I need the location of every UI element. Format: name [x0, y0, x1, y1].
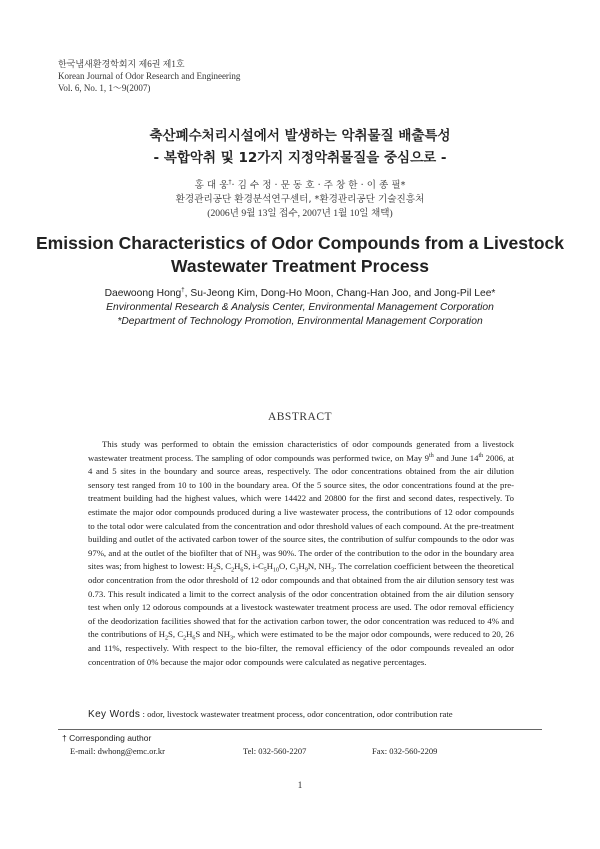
- corresponding-mark-en: †: [181, 287, 185, 294]
- received-dates: (2006년 9월 13일 접수, 2007년 1월 10일 채택): [207, 208, 393, 219]
- subscript: 2: [164, 636, 168, 643]
- subscript: 9: [304, 568, 308, 575]
- korean-title-line2: - 복합악취 및 12가지 지정악취물질을 중심으로 -: [153, 150, 447, 166]
- subscript: 2: [231, 568, 235, 575]
- abstract-text: S, C: [216, 561, 232, 572]
- abstract-text: 2006, at 4 and 5 sites in the boundary and source areas, respectively. The odor concentrations obtained from the air dilution sensory test ranged from 10 to 100 in the boundary area. Of the 5 source sites, the odor concentrations found at the pre-treatment building had the highest values, which were 14422 and 20800 for the first and second dates, respectively. To estimate the major odor compounds produced during a live wastewater process, the contributions of 12 odor compounds to the total odor were calculated from the concentration and odor threshold values of each compound. At the pre-treatment building and outlet of the activated carbon tower of the source sites, the contribution of sulfur compounds to the odor was 97%, and at the outlet of the biofilter that of NH: [88, 452, 514, 558]
- abstract-text: , which were estimated to be the major odor compounds, were reduced to 20, 26 and 11%, respectively. With respect to the bio-filter, the removal efficiency of the odor compounds revealed an odor concentration of 0% because the major odor compounds were calculated as negative percentages.: [88, 629, 514, 667]
- keywords-label: Key Words: [88, 709, 141, 720]
- abstract-text: H: [266, 561, 274, 572]
- subscript: 2: [213, 568, 217, 575]
- subscript: 3: [295, 568, 299, 575]
- corresponding-email: E-mail: dwhong@emc.or.kr: [70, 746, 165, 756]
- abstract-body: [88, 438, 514, 669]
- abstract-text: was 90%. The order of the contribution to the odor in the boundary area sites was; from highest to lowest: H: [88, 547, 514, 572]
- keywords-text: : odor, livestock wastewater treatment process, odor concentration, odor contribution rate: [140, 709, 453, 719]
- abstract-text: H: [186, 629, 193, 640]
- subscript: 3: [331, 568, 335, 575]
- corresponding-author-note: † Corresponding author: [62, 733, 152, 743]
- subscript: 2: [183, 636, 187, 643]
- subscript: 10: [273, 568, 280, 575]
- english-title-line1: Emission Characteristics of Odor Compounds from a Livestock: [35, 233, 565, 253]
- subscript: 3: [230, 636, 234, 643]
- page-number: 1: [297, 780, 303, 790]
- corresponding-fax: Fax: 032-560-2209: [372, 746, 438, 756]
- abstract-text: and June 14: [433, 452, 479, 463]
- subscript: 6: [192, 636, 196, 643]
- journal-name-en: Korean Journal of Odor Research and Engineering: [58, 71, 241, 81]
- abstract-text: . The correlation coefficient between the theoretical odor concentration from the odor threshold of 12 odor compounds and that obtained from the air dilution sensory test was 0.73. This result indicated a limit to the correct analysis of the odor concentration obtained from the air dilution sensory test when only 12 odorous compounds at a livestock wastewater treatment process are used. The odor removal efficiency of the deodorization facilities showed that for the activation carbon tower, the odor concentration was reduced to 4% and the contributions of H: [88, 561, 514, 640]
- korean-title-line1: 축산폐수처리시설에서 발생하는 악취물질 배출특성: [149, 128, 451, 144]
- english-author-first: Daewoong Hong: [104, 288, 182, 299]
- english-authors: [0, 288, 600, 299]
- superscript: th: [429, 452, 434, 459]
- abstract-text: S, i-C: [243, 561, 264, 572]
- korean-affiliation: 환경관리공단 환경분석연구센터, *환경관리공단 기술진흥처: [175, 194, 425, 205]
- superscript: th: [478, 452, 484, 459]
- journal-header: [58, 58, 240, 94]
- korean-authors: [0, 177, 600, 191]
- english-author-rest: , Su-Jeong Kim, Dong-Ho Moon, Chang-Han Joo, and Jong-Pil Lee*: [184, 288, 496, 299]
- abstract-text: S and NH: [195, 629, 231, 640]
- korean-author-rest: · 김 수 정 · 문 동 호 · 주 창 한 · 이 종 필*: [231, 180, 406, 191]
- abstract-text: S, C: [167, 629, 184, 640]
- keywords: [88, 709, 453, 720]
- journal-volume: Vol. 6, No. 1, 1～9(2007): [58, 83, 151, 93]
- abstract-paragraph: [88, 438, 514, 669]
- corresponding-tel: Tel: 032-560-2207: [243, 746, 307, 756]
- footnote-divider: [58, 729, 542, 730]
- english-affiliation-2: *Department of Technology Promotion, Environmental Management Corporation: [117, 316, 483, 327]
- abstract-text: This study was performed to obtain the emission characteristics of odor compounds generated from a livestock wastewater treatment process. The sampling of odor compounds was performed twice, on May 9: [88, 439, 514, 463]
- abstract-text: H: [234, 561, 241, 572]
- english-title-line2: Wastewater Treatment Process: [170, 256, 430, 276]
- subscript: 3: [257, 554, 261, 561]
- corresponding-mark: †: [228, 178, 232, 186]
- abstract-text: O, C: [279, 561, 296, 572]
- abstract-text: H: [298, 561, 305, 572]
- subscript: 5: [263, 568, 267, 575]
- abstract-heading: ABSTRACT: [267, 411, 333, 423]
- english-affiliation-1: Environmental Research & Analysis Center, Environmental Management Corporation: [106, 302, 494, 313]
- korean-author-first: 홍 대 웅: [194, 180, 229, 191]
- abstract-text: N, NH: [307, 561, 332, 572]
- subscript: 6: [240, 568, 244, 575]
- journal-name-ko: 한국냄새환경학회지 제6권 제1호: [58, 59, 185, 69]
